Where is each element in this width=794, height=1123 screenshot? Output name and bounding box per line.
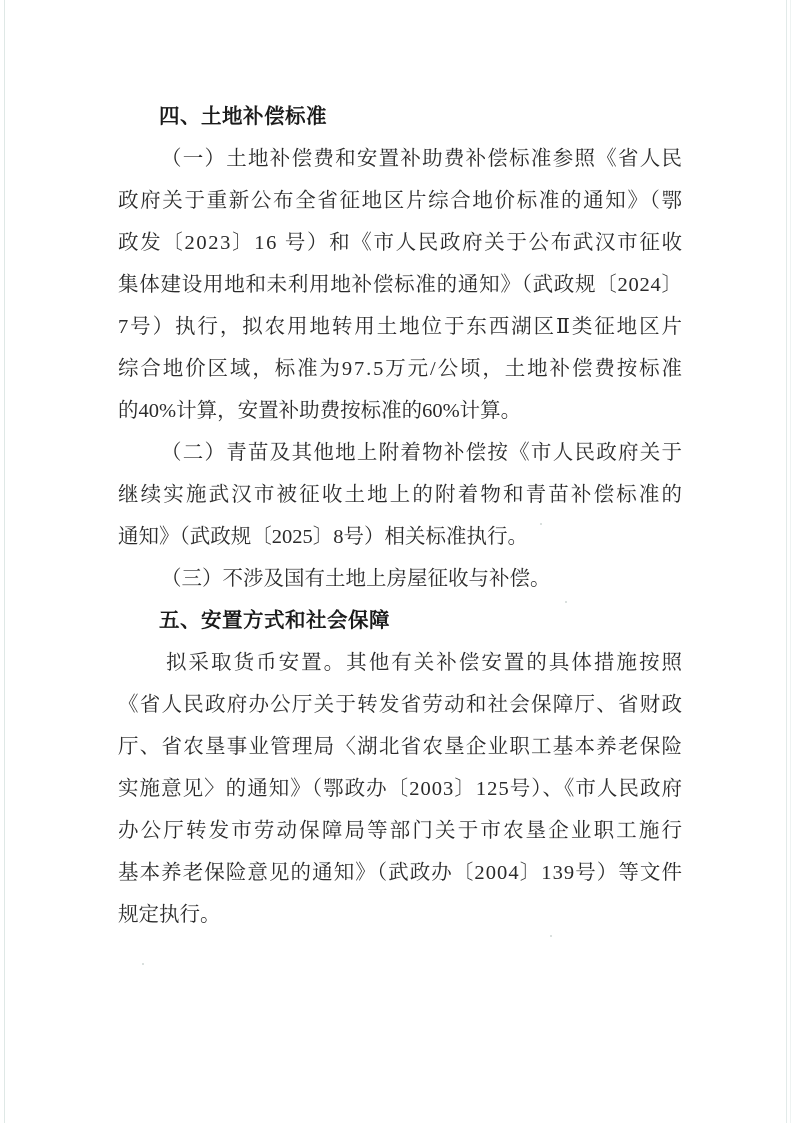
text-line-content: 7号）执行，拟农用地转用土地位于东西湖区Ⅱ类征地区片 [118,316,684,338]
text-line-content: 通知》（武政规〔2025〕8号）相关标准执行。 [118,526,528,548]
text-line [118,390,682,432]
text-line-content: 集体建设用地和未利用地补偿标准的通知》（武政规〔2024〕 [118,274,683,296]
text-line-content: （三）不涉及国有土地上房屋征收与补偿。 [161,568,551,590]
text-line [118,852,682,894]
text-line-content: 《省人民政府办公厅关于转发省劳动和社会保障厅、省财政 [118,694,684,716]
text-line-content: 继续实施武汉市被征收土地上的附着物和青苗补偿标准的 [118,484,685,506]
scan-speck [540,523,542,525]
paragraph-four-one [118,138,682,432]
scan-speck [550,935,552,937]
text-line-content: （二）青苗及其他地上附着物补偿按《市人民政府关于 [161,442,684,464]
text-line [118,222,682,264]
text-line [118,768,682,810]
scan-speck [565,601,567,603]
text-line-content: 厅、省农垦事业管理局〈湖北省农垦企业职工基本养老保险 [118,736,684,758]
text-line [118,306,682,348]
text-line [118,642,685,684]
paragraph-five-one [118,642,685,936]
document-text-body [118,96,685,936]
section-heading-five: 五、安置方式和社会保障 [159,609,390,632]
text-line [118,432,682,474]
text-line [118,474,685,516]
text-line [118,264,682,306]
text-line [118,558,682,600]
text-line [118,348,682,390]
text-line-content: 基本养老保险意见的通知》（武政办〔2004〕139号）等文件 [118,862,684,884]
paragraph-four-two [118,432,685,558]
scan-speck [142,963,144,965]
text-line [118,684,682,726]
scan-edge-line-right [786,0,787,1123]
text-line [118,810,685,852]
paragraph-four-three [118,558,682,600]
text-line [118,516,682,558]
text-line [118,726,682,768]
text-line-content: 政府关于重新公布全省征地区片综合地价标准的通知》（鄂 [118,190,684,212]
text-line-content: 实施意见〉的通知》（鄂政办〔2003〕125号）、《市人民政府 [118,778,684,800]
scan-edge-line-left [4,0,5,1123]
text-line-content: 的40%计算，安置补助费按标准的60%计算。 [118,400,522,422]
text-line-content: 政发〔2023〕16 号）和《市人民政府关于公布武汉市征收 [118,232,684,254]
text-line [118,180,682,222]
text-line-content: （一）土地补偿费和安置补助费补偿标准参照《省人民 [161,148,684,170]
text-line-content: 拟采取货币安置。其他有关补偿安置的具体措施按照 [166,652,685,674]
text-line-content: 综合地价区域，标准为97.5万元/公顷，土地补偿费按标准 [118,358,684,380]
text-line [118,138,682,180]
section-heading-four: 四、土地补偿标准 [159,105,327,128]
text-line [118,894,682,936]
text-line-content: 规定执行。 [118,904,221,926]
scan-edge-line-right-outer [790,0,791,1123]
text-line-content: 办公厅转发市劳动保障局等部门关于市农垦企业职工施行 [118,820,685,842]
